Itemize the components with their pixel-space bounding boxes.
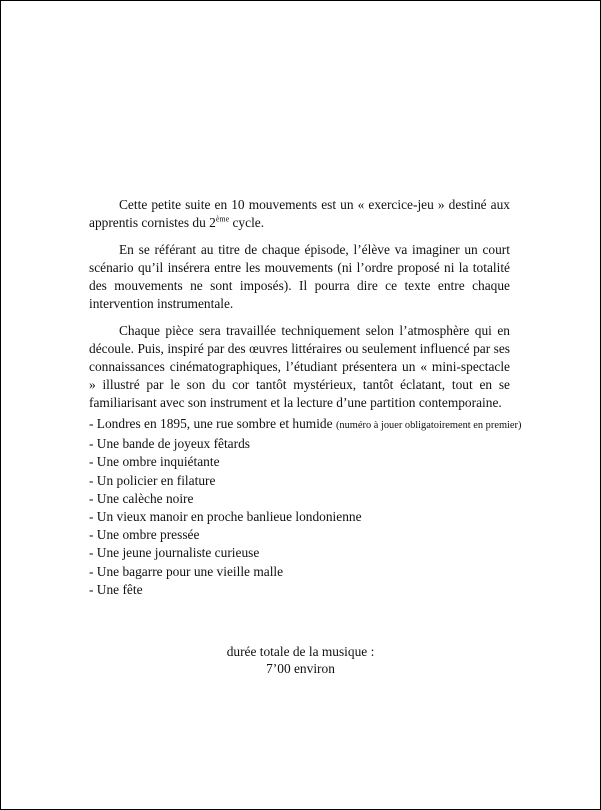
intro-paragraph-1-end: cycle.	[229, 215, 265, 230]
duration-label: durée totale de la musique :	[226, 644, 375, 659]
intro-paragraph-1-text: Cette petite suite en 10 mouvements est un « exercice-jeu » destiné aux apprentis cornistes du 2	[89, 197, 510, 230]
cycle-superscript: ème	[215, 214, 230, 224]
intro-paragraph-1	[89, 196, 510, 232]
movement-item-6: - Un vieux manoir en proche banlieue londonienne	[89, 509, 362, 525]
movement-item-4: - Un policier en filature	[89, 472, 216, 488]
movement-title-1: - Londres en 1895, une rue sombre et humide	[89, 416, 333, 431]
movement-item-2: - Une bande de joyeux fêtards	[89, 436, 250, 452]
intro-paragraph-3: Chaque pièce sera travaillée techniquement selon l’atmosphère qui en découle. Puis, inspiré par des œuvres littéraires ou seulement influencé par ses connaissances cinématographiques, l’étudiant présentera un « mini-spectacle » illustré par le son du cor tantôt mystérieux, tantôt éclatant, tout en se familiarisant avec son instrument et la lecture d’une partition contemporaine.	[89, 323, 510, 410]
movement-note: (numéro à jouer obligatoirement en premier)	[335, 420, 522, 431]
movement-item-7: - Une ombre pressée	[89, 527, 200, 543]
intro-paragraph-2: En se référant au titre de chaque épisode, l’élève va imaginer un court scénario qu’il insérera entre les mouvements (ni l’ordre proposé ni la totalité des mouvements ne sont imposés). Il pourra dire ce texte entre chaque intervention instrumentale.	[89, 242, 510, 311]
duration-block	[150, 643, 451, 677]
movement-item-3: - Une ombre inquiétante	[89, 454, 220, 470]
duration-value: 7’00 environ	[266, 661, 335, 676]
movement-item-9: - Une bagarre pour une vieille malle	[89, 563, 284, 579]
movement-item-5: - Une calèche noire	[89, 490, 194, 506]
movements-list	[89, 415, 522, 599]
movement-item-8: - Une jeune journaliste curieuse	[89, 545, 260, 561]
movement-item-1	[89, 415, 522, 435]
movement-item-10: - Une fête	[89, 581, 143, 597]
intro-text	[89, 196, 510, 421]
